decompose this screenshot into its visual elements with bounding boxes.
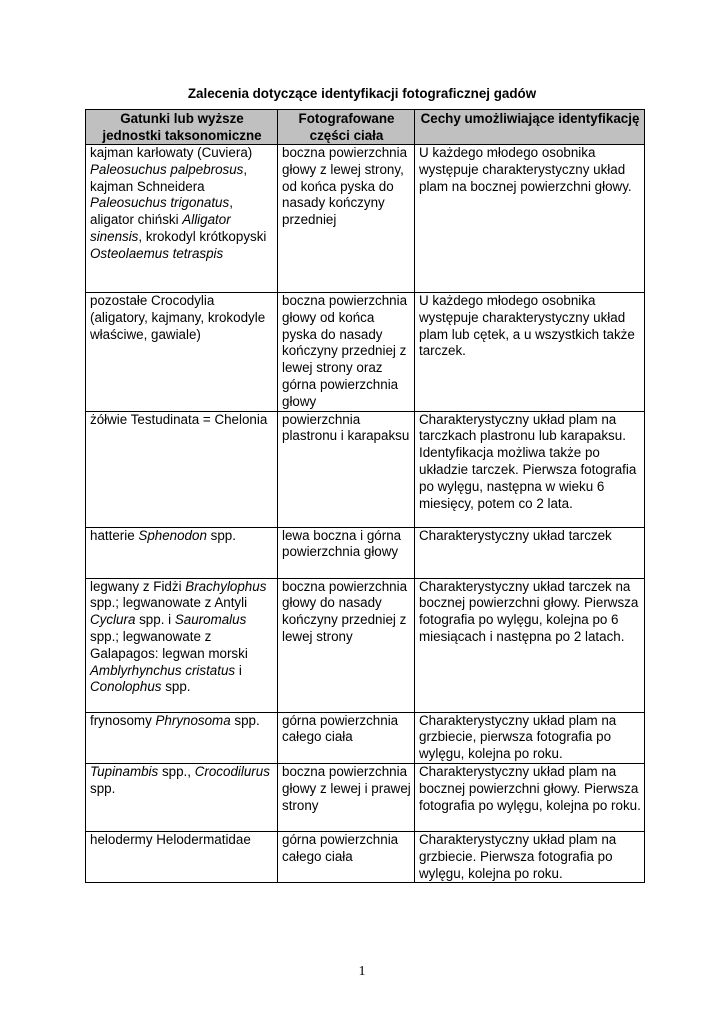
table-row	[86, 293, 645, 412]
cell-species: pozostałe Crocodylia (aligatory, kajmany, krokodyle właściwe, gawiale)	[86, 293, 278, 412]
table-row	[86, 712, 645, 763]
cell-features: U każdego młodego osobnika występuje charakterystyczny układ plam na bocznej powierzchni głowy.	[415, 145, 645, 293]
page-title: Zalecenia dotyczące identyfikacji fotograficznej gadów	[187, 86, 537, 101]
table-row	[86, 527, 645, 578]
cell-parts: powierzchnia plastronu i karapaksu	[278, 411, 415, 527]
cell-parts: boczna powierzchnia głowy z lewej strony, od końca pyska do nasady kończyny przedniej	[278, 145, 415, 293]
page-number: 1	[358, 964, 366, 979]
cell-features: Charakterystyczny układ plam na grzbiecie. Pierwsza fotografia po wylęgu, kolejna po roku.	[415, 831, 645, 882]
cell-features: Charakterystyczny układ plam na bocznej powierzchni głowy. Pierwsza fotografia po wylęgu, kolejna po roku.	[415, 763, 645, 831]
cell-features: U każdego młodego osobnika występuje charakterystyczny układ plam lub cętek, a u wszystkich także tarczek.	[415, 293, 645, 412]
cell-features: Charakterystyczny układ tarczek na bocznej powierzchni głowy. Pierwsza fotografia po wylęgu, kolejna po 6 miesiącach i następna po 2 latach.	[415, 578, 645, 712]
cell-species: legwany z Fidżi Brachylophus spp.; legwanowate z Antyli Cyclura spp. i Sauromalus spp.; legwanowate z Galapagos: legwan morski Amblyrhynchus cristatus i Conolophus spp.	[86, 578, 278, 712]
cell-features: Charakterystyczny układ plam na tarczkach plastronu lub karapaksu. Identyfikacja możliwa także po układzie tarczek. Pierwsza fotografia po wylęgu, następna w wieku 6 miesięcy, potem co 2 lata.	[415, 411, 645, 527]
cell-features: Charakterystyczny układ plam na grzbiecie, pierwsza fotografia po wylęgu, kolejna po roku.	[415, 712, 645, 763]
cell-parts: górna powierzchnia całego ciała	[278, 831, 415, 882]
cell-species: frynosomy Phrynosoma spp.	[86, 712, 278, 763]
header-identifying-features: Cechy umożliwiające identyfikację	[415, 110, 645, 145]
header-photographed-parts: Fotografowane części ciała	[278, 110, 415, 145]
cell-species: żółwie Testudinata = Chelonia	[86, 411, 278, 527]
cell-species: kajman karłowaty (Cuviera) Paleosuchus palpebrosus, kajman Schneidera Paleosuchus trigonatus, aligator chiński Alligator sinensis, krokodyl krótkopyski Osteolaemus tetraspis	[86, 145, 278, 293]
table-row	[86, 145, 645, 293]
identification-table	[85, 109, 645, 883]
cell-species: Tupinambis spp., Crocodilurus spp.	[86, 763, 278, 831]
table-row	[86, 411, 645, 527]
cell-species: helodermy Helodermatidae	[86, 831, 278, 882]
header-species: Gatunki lub wyższe jednostki taksonomiczne	[86, 110, 278, 145]
cell-parts: lewa boczna i górna powierzchnia głowy	[278, 527, 415, 578]
cell-parts: boczna powierzchnia głowy z lewej i prawej strony	[278, 763, 415, 831]
cell-parts: boczna powierzchnia głowy do nasady kończyny przedniej z lewej strony	[278, 578, 415, 712]
cell-parts: górna powierzchnia całego ciała	[278, 712, 415, 763]
cell-features: Charakterystyczny układ tarczek	[415, 527, 645, 578]
cell-species: hatterie Sphenodon spp.	[86, 527, 278, 578]
table-row	[86, 831, 645, 882]
table-header-row	[86, 110, 645, 145]
table-row	[86, 578, 645, 712]
cell-parts: boczna powierzchnia głowy od końca pyska do nasady kończyny przedniej z lewej strony oraz górna powierzchnia głowy	[278, 293, 415, 412]
table-row	[86, 763, 645, 831]
